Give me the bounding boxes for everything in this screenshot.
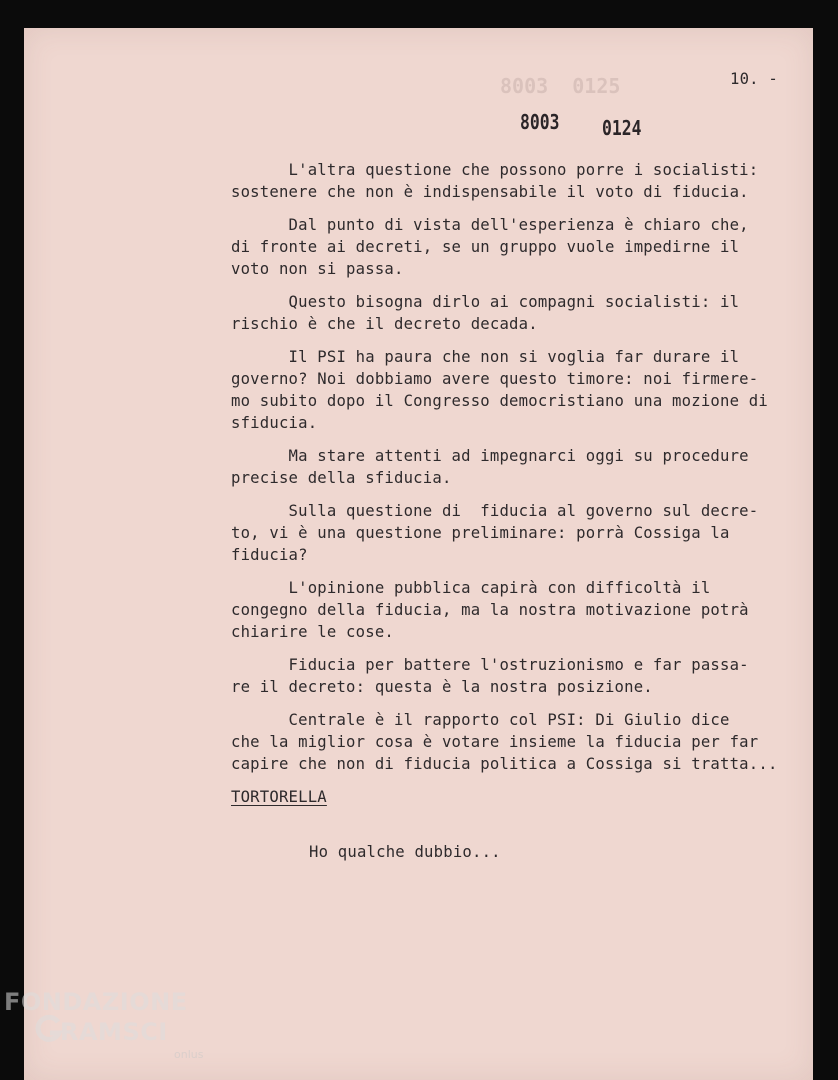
bleed-through-stamp: 8003 0125 xyxy=(500,74,621,98)
paragraph: Questo bisogna dirlo ai compagni socialisti: il rischio è che il decreto decada. xyxy=(231,293,740,333)
watermark-line2: RAMSCI xyxy=(60,1018,168,1046)
page-number: 10. - xyxy=(730,70,778,88)
paragraph: Centrale è il rapporto col PSI: Di Giulio dice che la miglior cosa è votare insieme la fiducia per far capire che non di fiducia politica a Cossiga si tratta... xyxy=(231,711,778,773)
watermark-line3: onlus xyxy=(174,1048,204,1061)
watermark-line1: FONDAZIONE xyxy=(4,988,188,1016)
paragraph: Dal punto di vista dell'esperienza è chiaro che, di fronte ai decreti, se un gruppo vuole impedirne il voto non si passa. xyxy=(231,216,749,278)
archive-stamp-part1: 8003 xyxy=(520,110,560,134)
archive-stamp-part2: 0124 xyxy=(602,116,642,140)
speaker-name: TORTORELLA xyxy=(231,788,327,806)
document-body xyxy=(231,159,791,786)
paragraph: L'altra questione che possono porre i socialisti: sostenere che non è indispensabile il voto di fiducia. xyxy=(231,161,759,201)
paragraph: L'opinione pubblica capirà con difficoltà il congegno della fiducia, ma la nostra motivazione potrà chiarire le cose. xyxy=(231,579,749,641)
paragraph: Il PSI ha paura che non si voglia far durare il governo? Noi dobbiamo avere questo timore: noi firmere- mo subito dopo il Congresso democristiano una mozione di sfiducia. xyxy=(231,348,768,432)
paragraph: Sulla questione di fiducia al governo sul decre- to, vi è una questione preliminare: porrà Cossiga la fiducia? xyxy=(231,502,759,564)
speaker-speech: Ho qualche dubbio... xyxy=(309,843,501,861)
paragraph: Fiducia per battere l'ostruzionismo e far passa- re il decreto: questa è la nostra posizione. xyxy=(231,656,749,696)
fondazione-gramsci-watermark xyxy=(4,988,224,1078)
paragraph: Ma stare attenti ad impegnarci oggi su procedure precise della sfiducia. xyxy=(231,447,749,487)
